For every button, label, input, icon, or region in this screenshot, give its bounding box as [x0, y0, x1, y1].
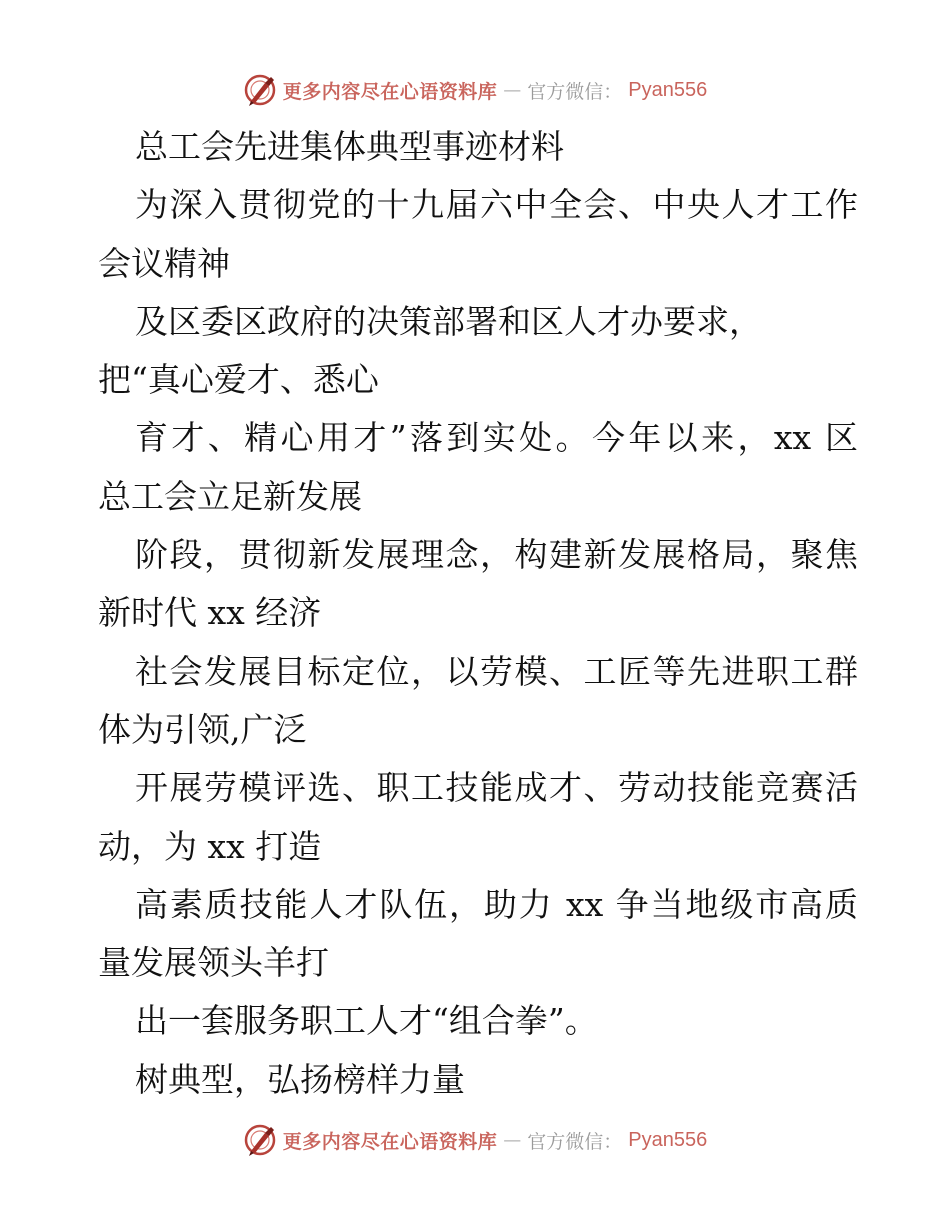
text-line: 新时代 xx 经济	[98, 593, 322, 633]
official-wechat-label: 官方微信：	[527, 80, 623, 103]
banner-dash: —	[503, 1129, 522, 1151]
wechat-id: Pyan556	[628, 78, 708, 101]
text-line: 动，为 xx 打造	[98, 826, 322, 866]
text-line: 高素质技能人才队伍，助力 xx 争当地级市高质	[135, 884, 858, 924]
banner-dash: —	[503, 79, 522, 101]
official-wechat-label: 官方微信：	[527, 1130, 623, 1153]
section-heading: 树典型，弘扬榜样力量	[135, 1059, 465, 1099]
text-line: 社会发展目标定位，以劳模、工匠等先进职工群	[135, 651, 858, 691]
brand-text: 更多内容尽在心语资料库	[282, 80, 498, 103]
text-line: 会议精神	[98, 243, 230, 283]
footer-banner	[0, 1120, 950, 1160]
document-body	[98, 118, 858, 1109]
document-title: 总工会先进集体典型事迹材料	[135, 127, 564, 166]
header-banner	[0, 70, 950, 110]
text-line: 育才、精心用才”落到实处。今年以来，xx 区	[135, 418, 858, 458]
brand-text: 更多内容尽在心语资料库	[282, 1130, 498, 1153]
text-line: 阶段，贯彻新发展理念，构建新发展格局，聚焦	[135, 535, 858, 575]
pen-logo-icon	[243, 1123, 277, 1157]
text-line: 体为引领,广泛	[98, 709, 307, 749]
text-line: 开展劳模评选、职工技能成才、劳动技能竞赛活	[135, 768, 858, 808]
text-line: 出一套服务职工人才“组合拳”。	[135, 1001, 598, 1041]
text-line: 及区委区政府的决策部署和区人才办要求，	[135, 301, 762, 341]
text-line: 把“真心爱才、悉心	[98, 360, 379, 400]
text-line: 总工会立足新发展	[98, 476, 362, 516]
pen-logo-icon	[243, 73, 277, 107]
text-line: 量发展领头羊打	[98, 943, 329, 983]
wechat-id: Pyan556	[628, 1128, 708, 1151]
text-line: 为深入贯彻党的十九届六中全会、中央人才工作	[135, 185, 858, 225]
